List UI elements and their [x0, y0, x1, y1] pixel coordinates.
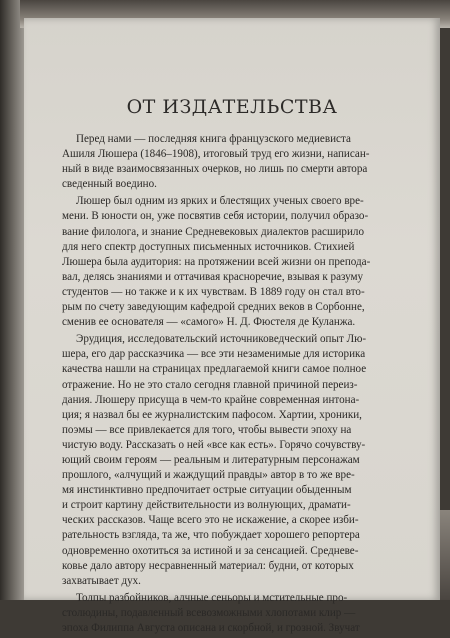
text-line: ющий своим героям — реальным и литературным персонажам	[62, 453, 360, 466]
body-text	[62, 132, 430, 638]
text-line: прошлого, «алчущий и жаждущий правды» автор в то же вре-	[62, 469, 355, 482]
text-line: для него спектр доступных письменных источников. Стихией	[62, 240, 355, 253]
paragraph-1	[62, 132, 430, 192]
text-line: ный в виде взаимосвязанных очерков, но лишь по смерти автора	[62, 163, 368, 176]
book-page	[24, 18, 440, 634]
text-line: ция; я назвал бы ее журналистским пафосом. Хартии, хроники,	[62, 408, 362, 421]
text-line: мя инстинктивно предпочитает острые ситуации обыденным	[62, 484, 352, 497]
text-line: поэмы — все привлекается для того, чтобы вывести эпоху на	[62, 423, 352, 436]
text-line: студентов — но также и к их чувствам. В 1889 году он стал вто-	[62, 285, 365, 298]
page-heading: ОТ ИЗДАТЕЛЬСТВА	[126, 96, 338, 118]
text-line: одновременно охотиться за истиной и за сенсацией. Средневе-	[62, 544, 359, 557]
text-line: отражение. Но не это стало сегодня главной причиной переиз-	[62, 378, 358, 391]
text-line: сменив ее основателя — «самого» Н. Д. Фюстеля де Куланжа.	[62, 316, 356, 329]
text-line: вание филолога, и знание Средневековых диалектов расширило	[62, 225, 364, 238]
text-line: рым по счету заведующим кафедрой средних веков в Сорбонне,	[62, 301, 365, 314]
text-line: мени. В юности он, уже посвятив себя истории, получил образо-	[62, 210, 369, 223]
text-line: Люшер был одним из ярких и блестящих ученых своего вре-	[76, 195, 364, 208]
text-line: захватывает дух.	[62, 574, 141, 587]
text-line: Эрудиция, исследовательский источниковедческий опыт Лю-	[76, 333, 367, 346]
text-line: рательность взгляда, та же, что побуждает хорошего репортера	[62, 529, 360, 542]
text-line: дания. Люшеру присуща в чем-то крайне современная интона-	[62, 393, 360, 406]
text-line: и строит картину действительности из волнующих, драмати-	[62, 499, 351, 512]
paragraph-3	[62, 332, 430, 589]
text-line: чистую воду. Рассказать о ней «все как есть». Горячо сочувству-	[62, 438, 366, 451]
text-line: Толпы разбойников, алчные сеньоры и мстительные про-	[76, 591, 348, 604]
paragraph-4	[62, 591, 430, 636]
text-line: вал, делясь знаниями и оттачивая красноречие, взывая к разуму	[62, 270, 364, 283]
text-line: столюдины, подавленный всевозможными хлопотами клир —	[62, 606, 356, 619]
paragraph-2	[62, 194, 430, 330]
text-line: сведенный воедино.	[62, 178, 157, 191]
text-line: Перед нами — последняя книга французского медиевиста	[76, 133, 351, 145]
text-line: ческих рассказов. Чаще всего это не искажение, а скорее изби-	[62, 514, 359, 527]
text-line: эпоха Филиппа Августа описана и скорбной, и грозной. Звучат	[62, 622, 360, 634]
text-line: Ашиля Люшера (1846–1908), итоговый труд его жизни, написан-	[62, 148, 370, 161]
text-line: ковье дало автору несравненный материал: будни, от которых	[62, 559, 354, 572]
text-line: шера, его дар рассказчика — все эти незаменимые для историка	[62, 348, 366, 361]
text-line: качества нашли на страницах предлагаемой книги самое полное	[62, 363, 367, 376]
text-line: Люшера была аудитория: на протяжении всей жизни он препода-	[62, 255, 371, 268]
